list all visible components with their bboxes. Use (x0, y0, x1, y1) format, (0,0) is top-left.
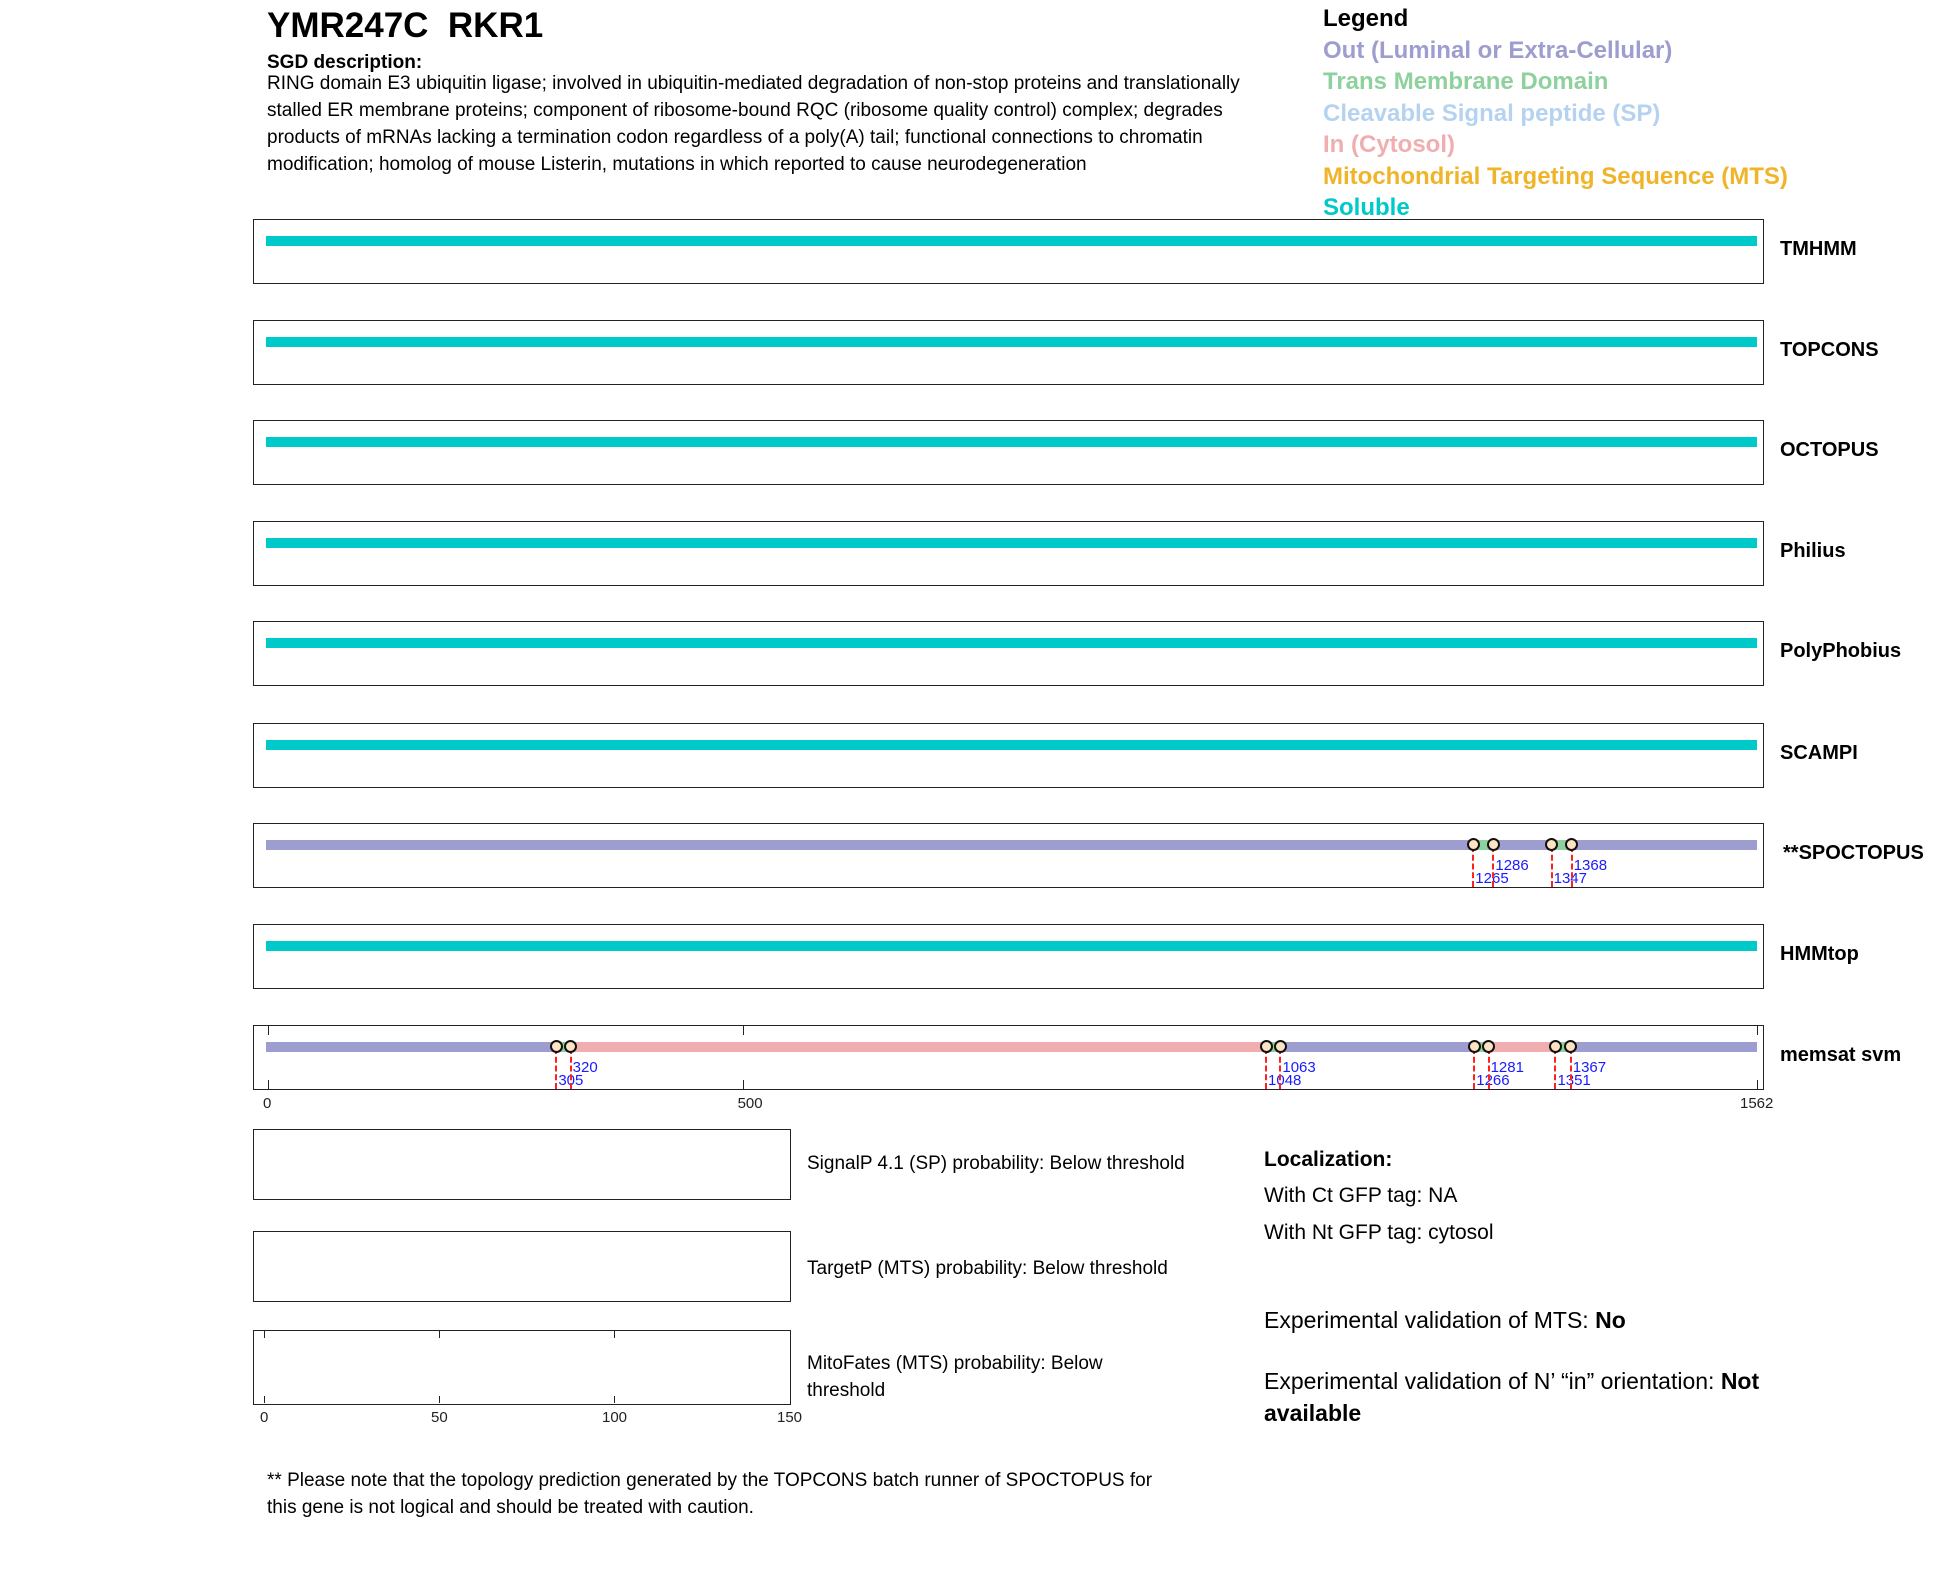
signalp-probability-label: SignalP 4.1 (SP) probability: Below threshold (807, 1153, 1185, 1174)
position-label: 1063 (1282, 1059, 1316, 1076)
legend (1323, 3, 1788, 224)
tm-boundary-marker-icon (1274, 1040, 1287, 1053)
nin-validation-label: Experimental validation of N’ “in” orientation: (1264, 1368, 1721, 1394)
sgd-description-heading: SGD description: (267, 52, 423, 73)
track-philius (253, 521, 1764, 586)
topology-bar (265, 1042, 1757, 1052)
axis-tick (743, 1026, 744, 1035)
track-label: OCTOPUS (1780, 439, 1879, 461)
track-polyphobius (253, 621, 1764, 686)
mitofates-axis-tick (264, 1396, 265, 1403)
topology-bar (265, 437, 1757, 447)
localization-ct-gfp: With Ct GFP tag: NA (1264, 1184, 1458, 1207)
nin-validation (1264, 1365, 1854, 1429)
track-label: TMHMM (1780, 238, 1857, 260)
track-spoctopus (253, 823, 1764, 888)
targetp-probability-label: TargetP (MTS) probability: Below threshold (807, 1258, 1168, 1279)
segment-out (1280, 1042, 1474, 1052)
topology-bar (265, 538, 1757, 548)
mitofates-axis-label: 150 (777, 1409, 803, 1426)
position-dashed-line (555, 1048, 557, 1089)
position-label: 1048 (1268, 1072, 1302, 1089)
mts-validation-label: Experimental validation of MTS: (1264, 1307, 1596, 1333)
segment-soluble (266, 538, 1757, 548)
tm-boundary-marker-icon (1260, 1040, 1273, 1053)
tm-boundary-marker-icon (1468, 1040, 1481, 1053)
segment-soluble (266, 740, 1757, 750)
legend-item-in: In (Cytosol) (1323, 131, 1455, 158)
mitofates-axis-tick (439, 1396, 440, 1403)
segment-out (1493, 840, 1551, 850)
position-label: 1266 (1476, 1072, 1510, 1089)
nin-validation-value: Not available (1264, 1368, 1760, 1426)
position-dashed-line (1279, 1048, 1281, 1089)
localization-heading: Localization: (1264, 1148, 1393, 1171)
mitofates-axis-tick (439, 1331, 440, 1338)
legend-item-soluble: Soluble (1323, 194, 1410, 221)
signalp-panel (253, 1129, 791, 1200)
sgd-description-text: RING domain E3 ubiquitin ligase; involved in ubiquitin-mediated degradation of non-stop proteins and translationally stalled ER membrane proteins; component of ribosome-bound RQC (ribosome quality control) complex; degrades products of mRNAs lacking a termination codon regardless of a poly(A) tail; functional connections to chromatin modification; homolog of mouse Listerin, mutations in which reported to cause neurodegeneration (267, 73, 1240, 175)
mitofates-axis-label: 0 (260, 1409, 269, 1426)
axis-tick (1757, 1080, 1758, 1089)
tm-boundary-marker-icon (1549, 1040, 1562, 1053)
segment-soluble (266, 437, 1757, 447)
position-dashed-line (1570, 1048, 1572, 1089)
track-label: TOPCONS (1780, 339, 1879, 361)
segment-out (266, 1042, 556, 1052)
segment-soluble (266, 337, 1757, 347)
mitofates-axis-label: 50 (431, 1409, 448, 1426)
segment-soluble (266, 638, 1757, 648)
position-label: 1368 (1573, 857, 1608, 874)
legend-item-out: Out (Luminal or Extra-Cellular) (1323, 36, 1673, 64)
targetp-panel (253, 1231, 791, 1302)
track-memsat-svm (253, 1025, 1764, 1090)
axis-tick (268, 1080, 269, 1089)
tm-boundary-marker-icon (1487, 838, 1500, 851)
position-label: 1347 (1553, 870, 1587, 887)
track-topcons (253, 320, 1764, 385)
position-dashed-line (1473, 1048, 1475, 1089)
position-label: 320 (572, 1059, 598, 1076)
segment-out (1571, 1042, 1757, 1052)
topology-bar (265, 740, 1757, 750)
axis-tick (1757, 1026, 1758, 1035)
mts-validation (1264, 1307, 1626, 1334)
mitofates-probability-label: MitoFates (MTS) probability: Below threshold (807, 1353, 1103, 1401)
legend-item-mts: Mitochondrial Targeting Sequence (MTS) (1323, 162, 1788, 190)
segment-in (571, 1042, 1266, 1052)
axis-tick-label: 500 (737, 1095, 763, 1112)
track-label: **SPOCTOPUS (1783, 842, 1924, 864)
position-dashed-line (1571, 846, 1573, 887)
topology-bar (265, 941, 1757, 951)
position-dashed-line (1472, 846, 1474, 887)
position-label: 1351 (1557, 1072, 1591, 1089)
axis-tick (743, 1080, 744, 1089)
position-dashed-line (1488, 1048, 1490, 1089)
tm-boundary-marker-icon (550, 1040, 563, 1053)
legend-item-signal-peptide: Cleavable Signal peptide (SP) (1323, 99, 1661, 127)
track-label: PolyPhobius (1780, 640, 1902, 662)
topology-bar (265, 840, 1757, 850)
segment-in (1489, 1042, 1556, 1052)
mitofates-axis-tick (614, 1331, 615, 1338)
axis-tick-label: 0 (263, 1095, 272, 1112)
track-label: Philius (1780, 540, 1846, 562)
spoctopus-footnote: ** Please note that the topology prediction generated by the TOPCONS batch runner of SPOCTOPUS for this gene is not logical and should be treated with caution. (267, 1470, 1153, 1518)
position-label: 305 (558, 1072, 584, 1089)
topology-bar (265, 337, 1757, 347)
track-label: memsat svm (1780, 1044, 1902, 1066)
position-label: 1367 (1572, 1059, 1607, 1076)
position-label: 1265 (1475, 870, 1509, 887)
tm-boundary-marker-icon (1467, 838, 1480, 851)
axis-tick (268, 1026, 269, 1035)
mitofates-axis-label: 100 (602, 1409, 628, 1426)
position-dashed-line (570, 1048, 572, 1089)
segment-soluble (266, 941, 1757, 951)
track-octopus (253, 420, 1764, 485)
track-tmhmm (253, 219, 1764, 284)
position-dashed-line (1554, 1048, 1556, 1089)
segment-out (1572, 840, 1757, 850)
position-dashed-line (1265, 1048, 1267, 1089)
position-label: 1286 (1495, 857, 1529, 874)
track-scampi (253, 723, 1764, 788)
mitofates-axis-tick (264, 1331, 265, 1338)
track-hmmtop (253, 924, 1764, 989)
topology-bar (265, 638, 1757, 648)
track-label: HMMtop (1780, 943, 1859, 965)
topology-bar (265, 236, 1757, 246)
position-dashed-line (1551, 846, 1553, 887)
position-dashed-line (1492, 846, 1494, 887)
legend-item-transmembrane: Trans Membrane Domain (1323, 68, 1609, 95)
segment-soluble (266, 236, 1757, 246)
legend-title: Legend (1323, 5, 1409, 32)
page-title: YMR247C RKR1 (267, 6, 544, 45)
axis-tick-label: 1562 (1740, 1095, 1774, 1112)
mitofates-axis-tick (614, 1396, 615, 1403)
position-label: 1281 (1490, 1059, 1524, 1076)
mitofates-panel (253, 1330, 791, 1405)
segment-out (266, 840, 1473, 850)
tm-boundary-marker-icon (1482, 1040, 1495, 1053)
mts-validation-value: No (1595, 1307, 1626, 1333)
track-label: SCAMPI (1780, 742, 1858, 764)
localization-nt-gfp: With Nt GFP tag: cytosol (1264, 1221, 1494, 1244)
